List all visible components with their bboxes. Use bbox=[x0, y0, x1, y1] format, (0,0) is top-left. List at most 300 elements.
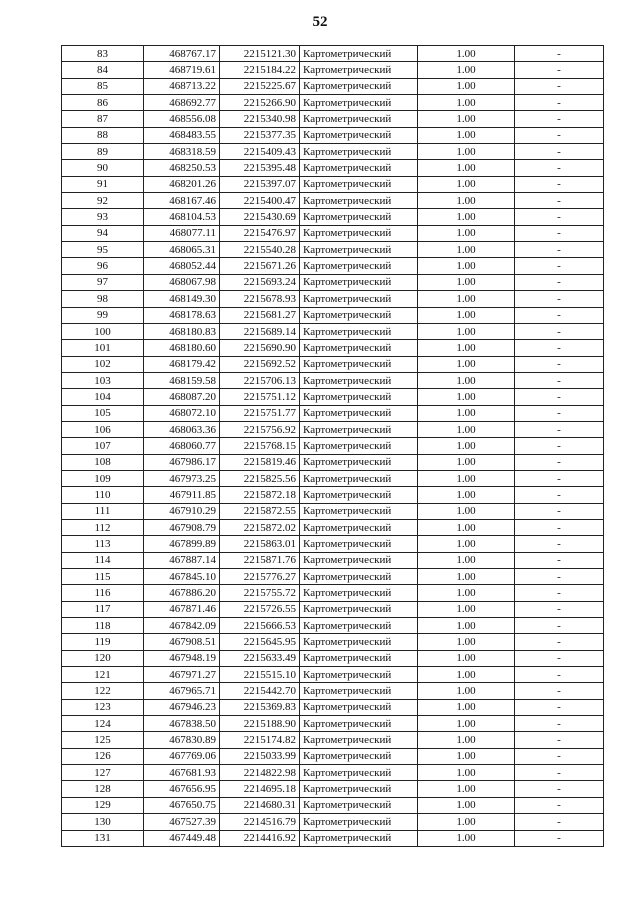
x-coordinate-cell: 468692.77 bbox=[144, 95, 220, 111]
description-cell: - bbox=[515, 356, 604, 372]
table-row bbox=[62, 225, 604, 241]
table-row bbox=[62, 438, 604, 454]
method-cell: Картометрический bbox=[300, 552, 418, 568]
table-row bbox=[62, 634, 604, 650]
y-coordinate-cell: 2215751.77 bbox=[220, 405, 300, 421]
y-coordinate-cell: 2214416.92 bbox=[220, 830, 300, 846]
table-row bbox=[62, 781, 604, 797]
y-coordinate-cell: 2215340.98 bbox=[220, 111, 300, 127]
table-row bbox=[62, 127, 604, 143]
x-coordinate-cell: 467871.46 bbox=[144, 601, 220, 617]
table-row bbox=[62, 389, 604, 405]
point-number-cell: 91 bbox=[62, 176, 144, 192]
x-coordinate-cell: 467830.89 bbox=[144, 732, 220, 748]
method-cell: Картометрический bbox=[300, 421, 418, 437]
precision-cell: 1.00 bbox=[418, 699, 515, 715]
x-coordinate-cell: 467946.23 bbox=[144, 699, 220, 715]
y-coordinate-cell: 2215666.53 bbox=[220, 618, 300, 634]
x-coordinate-cell: 468180.60 bbox=[144, 340, 220, 356]
method-cell: Картометрический bbox=[300, 225, 418, 241]
x-coordinate-cell: 468250.53 bbox=[144, 160, 220, 176]
y-coordinate-cell: 2214822.98 bbox=[220, 765, 300, 781]
y-coordinate-cell: 2215174.82 bbox=[220, 732, 300, 748]
method-cell: Картометрический bbox=[300, 601, 418, 617]
x-coordinate-cell: 467886.20 bbox=[144, 585, 220, 601]
point-number-cell: 94 bbox=[62, 225, 144, 241]
precision-cell: 1.00 bbox=[418, 650, 515, 666]
description-cell: - bbox=[515, 78, 604, 94]
y-coordinate-cell: 2215184.22 bbox=[220, 62, 300, 78]
table-row bbox=[62, 503, 604, 519]
table-row bbox=[62, 830, 604, 846]
precision-cell: 1.00 bbox=[418, 242, 515, 258]
method-cell: Картометрический bbox=[300, 95, 418, 111]
y-coordinate-cell: 2215442.70 bbox=[220, 683, 300, 699]
precision-cell: 1.00 bbox=[418, 814, 515, 830]
table-row bbox=[62, 732, 604, 748]
x-coordinate-cell: 467908.79 bbox=[144, 519, 220, 535]
description-cell: - bbox=[515, 716, 604, 732]
precision-cell: 1.00 bbox=[418, 454, 515, 470]
table-row bbox=[62, 258, 604, 274]
y-coordinate-cell: 2215776.27 bbox=[220, 569, 300, 585]
description-cell: - bbox=[515, 503, 604, 519]
point-number-cell: 98 bbox=[62, 291, 144, 307]
precision-cell: 1.00 bbox=[418, 323, 515, 339]
point-number-cell: 103 bbox=[62, 372, 144, 388]
precision-cell: 1.00 bbox=[418, 144, 515, 160]
description-cell: - bbox=[515, 176, 604, 192]
x-coordinate-cell: 467971.27 bbox=[144, 667, 220, 683]
description-cell: - bbox=[515, 438, 604, 454]
method-cell: Картометрический bbox=[300, 160, 418, 176]
x-coordinate-cell: 468180.83 bbox=[144, 323, 220, 339]
point-number-cell: 107 bbox=[62, 438, 144, 454]
description-cell: - bbox=[515, 732, 604, 748]
precision-cell: 1.00 bbox=[418, 585, 515, 601]
x-coordinate-cell: 467838.50 bbox=[144, 716, 220, 732]
y-coordinate-cell: 2215872.18 bbox=[220, 487, 300, 503]
precision-cell: 1.00 bbox=[418, 830, 515, 846]
point-number-cell: 96 bbox=[62, 258, 144, 274]
method-cell: Картометрический bbox=[300, 830, 418, 846]
precision-cell: 1.00 bbox=[418, 160, 515, 176]
point-number-cell: 104 bbox=[62, 389, 144, 405]
table-row bbox=[62, 193, 604, 209]
description-cell: - bbox=[515, 340, 604, 356]
method-cell: Картометрический bbox=[300, 470, 418, 486]
precision-cell: 1.00 bbox=[418, 225, 515, 241]
table-row bbox=[62, 797, 604, 813]
point-number-cell: 89 bbox=[62, 144, 144, 160]
table-row bbox=[62, 111, 604, 127]
x-coordinate-cell: 468065.31 bbox=[144, 242, 220, 258]
point-number-cell: 121 bbox=[62, 667, 144, 683]
description-cell: - bbox=[515, 683, 604, 699]
point-number-cell: 124 bbox=[62, 716, 144, 732]
point-number-cell: 95 bbox=[62, 242, 144, 258]
y-coordinate-cell: 2215706.13 bbox=[220, 372, 300, 388]
description-cell: - bbox=[515, 650, 604, 666]
description-cell: - bbox=[515, 814, 604, 830]
point-number-cell: 123 bbox=[62, 699, 144, 715]
table-row bbox=[62, 814, 604, 830]
description-cell: - bbox=[515, 552, 604, 568]
y-coordinate-cell: 2215395.48 bbox=[220, 160, 300, 176]
y-coordinate-cell: 2215633.49 bbox=[220, 650, 300, 666]
table-row bbox=[62, 291, 604, 307]
point-number-cell: 99 bbox=[62, 307, 144, 323]
table-row bbox=[62, 552, 604, 568]
point-number-cell: 88 bbox=[62, 127, 144, 143]
precision-cell: 1.00 bbox=[418, 62, 515, 78]
x-coordinate-cell: 467911.85 bbox=[144, 487, 220, 503]
precision-cell: 1.00 bbox=[418, 291, 515, 307]
point-number-cell: 117 bbox=[62, 601, 144, 617]
method-cell: Картометрический bbox=[300, 389, 418, 405]
table-row bbox=[62, 683, 604, 699]
point-number-cell: 102 bbox=[62, 356, 144, 372]
precision-cell: 1.00 bbox=[418, 372, 515, 388]
description-cell: - bbox=[515, 193, 604, 209]
x-coordinate-cell: 467845.10 bbox=[144, 569, 220, 585]
y-coordinate-cell: 2215515.10 bbox=[220, 667, 300, 683]
y-coordinate-cell: 2215225.67 bbox=[220, 78, 300, 94]
point-number-cell: 85 bbox=[62, 78, 144, 94]
table-row bbox=[62, 487, 604, 503]
table-row bbox=[62, 765, 604, 781]
point-number-cell: 113 bbox=[62, 536, 144, 552]
point-number-cell: 125 bbox=[62, 732, 144, 748]
method-cell: Картометрический bbox=[300, 438, 418, 454]
x-coordinate-cell: 467842.09 bbox=[144, 618, 220, 634]
method-cell: Картометрический bbox=[300, 716, 418, 732]
x-coordinate-cell: 468060.77 bbox=[144, 438, 220, 454]
table-row bbox=[62, 274, 604, 290]
table-row bbox=[62, 601, 604, 617]
precision-cell: 1.00 bbox=[418, 667, 515, 683]
x-coordinate-cell: 468719.61 bbox=[144, 62, 220, 78]
y-coordinate-cell: 2214695.18 bbox=[220, 781, 300, 797]
table-row bbox=[62, 585, 604, 601]
description-cell: - bbox=[515, 699, 604, 715]
table-row bbox=[62, 62, 604, 78]
y-coordinate-cell: 2215872.55 bbox=[220, 503, 300, 519]
table-row bbox=[62, 569, 604, 585]
x-coordinate-cell: 468077.11 bbox=[144, 225, 220, 241]
method-cell: Картометрический bbox=[300, 519, 418, 535]
method-cell: Картометрический bbox=[300, 536, 418, 552]
description-cell: - bbox=[515, 95, 604, 111]
description-cell: - bbox=[515, 144, 604, 160]
description-cell: - bbox=[515, 323, 604, 339]
y-coordinate-cell: 2215369.83 bbox=[220, 699, 300, 715]
y-coordinate-cell: 2215266.90 bbox=[220, 95, 300, 111]
description-cell: - bbox=[515, 389, 604, 405]
table-row bbox=[62, 454, 604, 470]
method-cell: Картометрический bbox=[300, 405, 418, 421]
point-number-cell: 110 bbox=[62, 487, 144, 503]
table-row bbox=[62, 356, 604, 372]
point-number-cell: 128 bbox=[62, 781, 144, 797]
precision-cell: 1.00 bbox=[418, 781, 515, 797]
table-row bbox=[62, 650, 604, 666]
method-cell: Картометрический bbox=[300, 111, 418, 127]
point-number-cell: 106 bbox=[62, 421, 144, 437]
precision-cell: 1.00 bbox=[418, 421, 515, 437]
y-coordinate-cell: 2215645.95 bbox=[220, 634, 300, 650]
table-row bbox=[62, 323, 604, 339]
table-row bbox=[62, 160, 604, 176]
description-cell: - bbox=[515, 830, 604, 846]
method-cell: Картометрический bbox=[300, 62, 418, 78]
point-number-cell: 97 bbox=[62, 274, 144, 290]
method-cell: Картометрический bbox=[300, 209, 418, 225]
precision-cell: 1.00 bbox=[418, 274, 515, 290]
x-coordinate-cell: 467899.89 bbox=[144, 536, 220, 552]
precision-cell: 1.00 bbox=[418, 601, 515, 617]
method-cell: Картометрический bbox=[300, 650, 418, 666]
point-number-cell: 112 bbox=[62, 519, 144, 535]
description-cell: - bbox=[515, 634, 604, 650]
x-coordinate-cell: 468178.63 bbox=[144, 307, 220, 323]
x-coordinate-cell: 467449.48 bbox=[144, 830, 220, 846]
y-coordinate-cell: 2215768.15 bbox=[220, 438, 300, 454]
precision-cell: 1.00 bbox=[418, 618, 515, 634]
method-cell: Картометрический bbox=[300, 618, 418, 634]
description-cell: - bbox=[515, 487, 604, 503]
precision-cell: 1.00 bbox=[418, 389, 515, 405]
precision-cell: 1.00 bbox=[418, 569, 515, 585]
precision-cell: 1.00 bbox=[418, 405, 515, 421]
precision-cell: 1.00 bbox=[418, 340, 515, 356]
precision-cell: 1.00 bbox=[418, 127, 515, 143]
x-coordinate-cell: 468063.36 bbox=[144, 421, 220, 437]
point-number-cell: 108 bbox=[62, 454, 144, 470]
description-cell: - bbox=[515, 536, 604, 552]
precision-cell: 1.00 bbox=[418, 95, 515, 111]
precision-cell: 1.00 bbox=[418, 683, 515, 699]
x-coordinate-cell: 467769.06 bbox=[144, 748, 220, 764]
description-cell: - bbox=[515, 667, 604, 683]
table-row bbox=[62, 748, 604, 764]
y-coordinate-cell: 2215825.56 bbox=[220, 470, 300, 486]
y-coordinate-cell: 2215188.90 bbox=[220, 716, 300, 732]
point-number-cell: 90 bbox=[62, 160, 144, 176]
y-coordinate-cell: 2214680.31 bbox=[220, 797, 300, 813]
y-coordinate-cell: 2215400.47 bbox=[220, 193, 300, 209]
x-coordinate-cell: 468318.59 bbox=[144, 144, 220, 160]
table-row bbox=[62, 421, 604, 437]
method-cell: Картометрический bbox=[300, 307, 418, 323]
method-cell: Картометрический bbox=[300, 176, 418, 192]
coordinates-table-body bbox=[62, 46, 604, 847]
point-number-cell: 122 bbox=[62, 683, 144, 699]
method-cell: Картометрический bbox=[300, 46, 418, 62]
method-cell: Картометрический bbox=[300, 585, 418, 601]
description-cell: - bbox=[515, 291, 604, 307]
x-coordinate-cell: 468072.10 bbox=[144, 405, 220, 421]
y-coordinate-cell: 2215377.35 bbox=[220, 127, 300, 143]
precision-cell: 1.00 bbox=[418, 209, 515, 225]
x-coordinate-cell: 467986.17 bbox=[144, 454, 220, 470]
method-cell: Картометрический bbox=[300, 667, 418, 683]
precision-cell: 1.00 bbox=[418, 176, 515, 192]
coordinates-table bbox=[61, 45, 604, 847]
precision-cell: 1.00 bbox=[418, 487, 515, 503]
description-cell: - bbox=[515, 519, 604, 535]
x-coordinate-cell: 467965.71 bbox=[144, 683, 220, 699]
description-cell: - bbox=[515, 618, 604, 634]
precision-cell: 1.00 bbox=[418, 634, 515, 650]
method-cell: Картометрический bbox=[300, 569, 418, 585]
precision-cell: 1.00 bbox=[418, 536, 515, 552]
x-coordinate-cell: 468104.53 bbox=[144, 209, 220, 225]
precision-cell: 1.00 bbox=[418, 438, 515, 454]
x-coordinate-cell: 467908.51 bbox=[144, 634, 220, 650]
y-coordinate-cell: 2215397.07 bbox=[220, 176, 300, 192]
y-coordinate-cell: 2215692.52 bbox=[220, 356, 300, 372]
method-cell: Картометрический bbox=[300, 797, 418, 813]
description-cell: - bbox=[515, 307, 604, 323]
point-number-cell: 83 bbox=[62, 46, 144, 62]
precision-cell: 1.00 bbox=[418, 111, 515, 127]
description-cell: - bbox=[515, 781, 604, 797]
method-cell: Картометрический bbox=[300, 699, 418, 715]
description-cell: - bbox=[515, 372, 604, 388]
point-number-cell: 87 bbox=[62, 111, 144, 127]
y-coordinate-cell: 2215121.30 bbox=[220, 46, 300, 62]
point-number-cell: 111 bbox=[62, 503, 144, 519]
precision-cell: 1.00 bbox=[418, 716, 515, 732]
method-cell: Картометрический bbox=[300, 732, 418, 748]
table-row bbox=[62, 519, 604, 535]
table-row bbox=[62, 209, 604, 225]
table-row bbox=[62, 95, 604, 111]
point-number-cell: 109 bbox=[62, 470, 144, 486]
y-coordinate-cell: 2215819.46 bbox=[220, 454, 300, 470]
x-coordinate-cell: 467948.19 bbox=[144, 650, 220, 666]
description-cell: - bbox=[515, 569, 604, 585]
description-cell: - bbox=[515, 470, 604, 486]
point-number-cell: 129 bbox=[62, 797, 144, 813]
y-coordinate-cell: 2215540.28 bbox=[220, 242, 300, 258]
table-row bbox=[62, 144, 604, 160]
table-row bbox=[62, 340, 604, 356]
precision-cell: 1.00 bbox=[418, 78, 515, 94]
method-cell: Картометрический bbox=[300, 454, 418, 470]
table-row bbox=[62, 405, 604, 421]
method-cell: Картометрический bbox=[300, 487, 418, 503]
description-cell: - bbox=[515, 225, 604, 241]
point-number-cell: 114 bbox=[62, 552, 144, 568]
x-coordinate-cell: 468483.55 bbox=[144, 127, 220, 143]
table-row bbox=[62, 46, 604, 62]
precision-cell: 1.00 bbox=[418, 307, 515, 323]
method-cell: Картометрический bbox=[300, 274, 418, 290]
point-number-cell: 127 bbox=[62, 765, 144, 781]
x-coordinate-cell: 468201.26 bbox=[144, 176, 220, 192]
precision-cell: 1.00 bbox=[418, 193, 515, 209]
y-coordinate-cell: 2215755.72 bbox=[220, 585, 300, 601]
y-coordinate-cell: 2215690.90 bbox=[220, 340, 300, 356]
x-coordinate-cell: 467973.25 bbox=[144, 470, 220, 486]
point-number-cell: 118 bbox=[62, 618, 144, 634]
y-coordinate-cell: 2215693.24 bbox=[220, 274, 300, 290]
point-number-cell: 115 bbox=[62, 569, 144, 585]
description-cell: - bbox=[515, 585, 604, 601]
table-row bbox=[62, 78, 604, 94]
precision-cell: 1.00 bbox=[418, 552, 515, 568]
point-number-cell: 100 bbox=[62, 323, 144, 339]
description-cell: - bbox=[515, 274, 604, 290]
description-cell: - bbox=[515, 765, 604, 781]
x-coordinate-cell: 468713.22 bbox=[144, 78, 220, 94]
precision-cell: 1.00 bbox=[418, 797, 515, 813]
y-coordinate-cell: 2215409.43 bbox=[220, 144, 300, 160]
method-cell: Картометрический bbox=[300, 683, 418, 699]
table-row bbox=[62, 372, 604, 388]
precision-cell: 1.00 bbox=[418, 732, 515, 748]
method-cell: Картометрический bbox=[300, 634, 418, 650]
point-number-cell: 92 bbox=[62, 193, 144, 209]
method-cell: Картометрический bbox=[300, 291, 418, 307]
table-row bbox=[62, 307, 604, 323]
method-cell: Картометрический bbox=[300, 258, 418, 274]
method-cell: Картометрический bbox=[300, 503, 418, 519]
description-cell: - bbox=[515, 127, 604, 143]
x-coordinate-cell: 467527.39 bbox=[144, 814, 220, 830]
description-cell: - bbox=[515, 209, 604, 225]
y-coordinate-cell: 2215476.97 bbox=[220, 225, 300, 241]
table-row bbox=[62, 536, 604, 552]
method-cell: Картометрический bbox=[300, 78, 418, 94]
point-number-cell: 116 bbox=[62, 585, 144, 601]
x-coordinate-cell: 467650.75 bbox=[144, 797, 220, 813]
table-row bbox=[62, 716, 604, 732]
description-cell: - bbox=[515, 421, 604, 437]
description-cell: - bbox=[515, 601, 604, 617]
y-coordinate-cell: 2215430.69 bbox=[220, 209, 300, 225]
x-coordinate-cell: 467910.29 bbox=[144, 503, 220, 519]
point-number-cell: 120 bbox=[62, 650, 144, 666]
point-number-cell: 126 bbox=[62, 748, 144, 764]
table-row bbox=[62, 176, 604, 192]
table-row bbox=[62, 618, 604, 634]
point-number-cell: 101 bbox=[62, 340, 144, 356]
x-coordinate-cell: 468179.42 bbox=[144, 356, 220, 372]
point-number-cell: 93 bbox=[62, 209, 144, 225]
y-coordinate-cell: 2215678.93 bbox=[220, 291, 300, 307]
point-number-cell: 130 bbox=[62, 814, 144, 830]
precision-cell: 1.00 bbox=[418, 519, 515, 535]
y-coordinate-cell: 2215033.99 bbox=[220, 748, 300, 764]
precision-cell: 1.00 bbox=[418, 258, 515, 274]
y-coordinate-cell: 2215872.02 bbox=[220, 519, 300, 535]
y-coordinate-cell: 2215681.27 bbox=[220, 307, 300, 323]
precision-cell: 1.00 bbox=[418, 46, 515, 62]
point-number-cell: 86 bbox=[62, 95, 144, 111]
y-coordinate-cell: 2215689.14 bbox=[220, 323, 300, 339]
description-cell: - bbox=[515, 748, 604, 764]
y-coordinate-cell: 2215751.12 bbox=[220, 389, 300, 405]
x-coordinate-cell: 467681.93 bbox=[144, 765, 220, 781]
x-coordinate-cell: 468556.08 bbox=[144, 111, 220, 127]
method-cell: Картометрический bbox=[300, 765, 418, 781]
description-cell: - bbox=[515, 46, 604, 62]
method-cell: Картометрический bbox=[300, 242, 418, 258]
precision-cell: 1.00 bbox=[418, 356, 515, 372]
